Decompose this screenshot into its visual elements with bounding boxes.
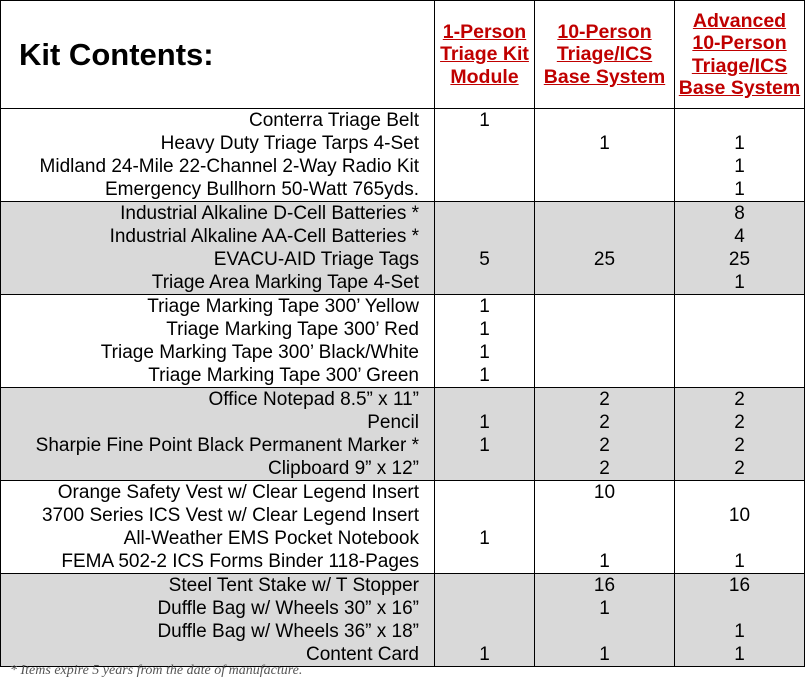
qty-10-person	[535, 364, 675, 388]
column-header-advanced	[675, 1, 805, 109]
item-name: Triage Area Marking Tape 4-Set	[1, 271, 435, 295]
qty-advanced: 1	[675, 643, 805, 667]
qty-advanced: 25	[675, 248, 805, 271]
column-header-line: 10-Person	[557, 20, 652, 43]
table-row	[1, 295, 805, 319]
item-name: Emergency Bullhorn 50-Watt 765yds.	[1, 178, 435, 202]
item-name: Sharpie Fine Point Black Permanent Marker *	[1, 434, 435, 457]
table-row	[1, 527, 805, 550]
qty-1-person	[435, 388, 535, 412]
item-name: Triage Marking Tape 300’ Black/White	[1, 341, 435, 364]
item-name: Content Card	[1, 643, 435, 667]
item-name: Midland 24-Mile 22-Channel 2-Way Radio Kit	[1, 155, 435, 178]
qty-1-person	[435, 504, 535, 527]
column-header-line: 10-Person	[692, 32, 787, 54]
table-row	[1, 550, 805, 574]
qty-10-person	[535, 504, 675, 527]
table-row	[1, 341, 805, 364]
qty-10-person: 1	[535, 550, 675, 574]
qty-10-person: 16	[535, 574, 675, 598]
column-header-line: Triage Kit	[440, 43, 529, 66]
qty-10-person	[535, 295, 675, 319]
column-header-line: Advanced	[692, 9, 787, 32]
qty-advanced: 1	[675, 271, 805, 295]
qty-1-person: 1	[435, 109, 535, 133]
table-row	[1, 620, 805, 643]
qty-advanced: 10	[675, 504, 805, 527]
table-row	[1, 202, 805, 226]
qty-10-person	[535, 109, 675, 133]
expiry-footnote: * Items expire 5 years from the date of manufacture.	[10, 663, 303, 678]
table-row	[1, 457, 805, 481]
qty-advanced: 2	[675, 457, 805, 481]
qty-10-person: 2	[535, 434, 675, 457]
table-row	[1, 225, 805, 248]
item-name: Duffle Bag w/ Wheels 36” x 18”	[1, 620, 435, 643]
qty-10-person	[535, 620, 675, 643]
column-header-1-person	[435, 1, 535, 109]
qty-advanced: 2	[675, 411, 805, 434]
qty-advanced: 1	[675, 155, 805, 178]
qty-1-person	[435, 457, 535, 481]
qty-advanced: 4	[675, 225, 805, 248]
table-row	[1, 318, 805, 341]
table-row	[1, 411, 805, 434]
item-name: Steel Tent Stake w/ T Stopper	[1, 574, 435, 598]
qty-1-person: 1	[435, 527, 535, 550]
table-row	[1, 434, 805, 457]
qty-10-person	[535, 527, 675, 550]
table-row	[1, 248, 805, 271]
table-row	[1, 155, 805, 178]
item-name: Pencil	[1, 411, 435, 434]
qty-advanced	[675, 527, 805, 550]
item-name: FEMA 502-2 ICS Forms Binder 118-Pages	[1, 550, 435, 574]
qty-1-person: 1	[435, 643, 535, 667]
table-row	[1, 132, 805, 155]
table-title: Kit Contents:	[1, 1, 435, 109]
qty-advanced	[675, 109, 805, 133]
table-row	[1, 504, 805, 527]
table-row	[1, 364, 805, 388]
qty-1-person: 5	[435, 248, 535, 271]
item-name: Duffle Bag w/ Wheels 30” x 16”	[1, 597, 435, 620]
table-row	[1, 481, 805, 505]
item-name: Triage Marking Tape 300’ Yellow	[1, 295, 435, 319]
item-name: All-Weather EMS Pocket Notebook	[1, 527, 435, 550]
item-name: Industrial Alkaline AA-Cell Batteries *	[1, 225, 435, 248]
qty-1-person	[435, 620, 535, 643]
qty-10-person: 25	[535, 248, 675, 271]
qty-1-person: 1	[435, 434, 535, 457]
item-name: Conterra Triage Belt	[1, 109, 435, 133]
qty-1-person: 1	[435, 318, 535, 341]
table-row	[1, 388, 805, 412]
qty-1-person	[435, 597, 535, 620]
qty-10-person: 2	[535, 411, 675, 434]
table-row	[1, 109, 805, 133]
qty-advanced: 1	[675, 620, 805, 643]
qty-10-person: 10	[535, 481, 675, 505]
header-row	[1, 1, 805, 109]
qty-10-person	[535, 155, 675, 178]
table-row	[1, 271, 805, 295]
column-header-10-person	[535, 1, 675, 109]
qty-advanced	[675, 341, 805, 364]
qty-10-person	[535, 202, 675, 226]
qty-advanced: 1	[675, 550, 805, 574]
qty-1-person	[435, 155, 535, 178]
qty-advanced: 2	[675, 388, 805, 412]
qty-10-person	[535, 318, 675, 341]
qty-1-person	[435, 225, 535, 248]
qty-advanced: 1	[675, 132, 805, 155]
qty-1-person	[435, 202, 535, 226]
qty-10-person	[535, 271, 675, 295]
qty-1-person	[435, 132, 535, 155]
table-row	[1, 178, 805, 202]
item-name: Triage Marking Tape 300’ Green	[1, 364, 435, 388]
item-name: EVACU-AID Triage Tags	[1, 248, 435, 271]
qty-advanced: 2	[675, 434, 805, 457]
qty-10-person	[535, 341, 675, 364]
item-name: Office Notepad 8.5” x 11”	[1, 388, 435, 412]
column-header-line: Triage/ICS	[691, 54, 788, 77]
qty-advanced: 16	[675, 574, 805, 598]
qty-advanced	[675, 481, 805, 505]
qty-advanced: 1	[675, 178, 805, 202]
qty-advanced	[675, 597, 805, 620]
item-name: Orange Safety Vest w/ Clear Legend Insert	[1, 481, 435, 505]
qty-10-person	[535, 225, 675, 248]
item-name: Heavy Duty Triage Tarps 4-Set	[1, 132, 435, 155]
qty-10-person: 1	[535, 643, 675, 667]
qty-1-person	[435, 481, 535, 505]
qty-1-person: 1	[435, 295, 535, 319]
qty-advanced: 8	[675, 202, 805, 226]
qty-10-person: 1	[535, 132, 675, 155]
qty-1-person	[435, 574, 535, 598]
qty-advanced	[675, 318, 805, 341]
qty-1-person: 1	[435, 364, 535, 388]
table-row	[1, 574, 805, 598]
item-name: 3700 Series ICS Vest w/ Clear Legend Insert	[1, 504, 435, 527]
qty-10-person	[535, 178, 675, 202]
qty-1-person: 1	[435, 411, 535, 434]
qty-1-person: 1	[435, 341, 535, 364]
qty-1-person	[435, 550, 535, 574]
column-header-line: Triage/ICS	[556, 43, 653, 66]
table-row	[1, 597, 805, 620]
qty-advanced	[675, 364, 805, 388]
qty-1-person	[435, 178, 535, 202]
column-header-line: 1-Person	[442, 20, 527, 43]
item-name: Industrial Alkaline D-Cell Batteries *	[1, 202, 435, 226]
qty-1-person	[435, 271, 535, 295]
kit-contents-body	[1, 109, 805, 667]
column-header-line: Base System	[543, 65, 666, 88]
qty-advanced	[675, 295, 805, 319]
item-name: Triage Marking Tape 300’ Red	[1, 318, 435, 341]
qty-10-person: 2	[535, 388, 675, 412]
qty-10-person: 2	[535, 457, 675, 481]
column-header-line: Module	[450, 65, 519, 88]
qty-10-person: 1	[535, 597, 675, 620]
column-header-line: Base System	[678, 77, 801, 99]
item-name: Clipboard 9” x 12”	[1, 457, 435, 481]
